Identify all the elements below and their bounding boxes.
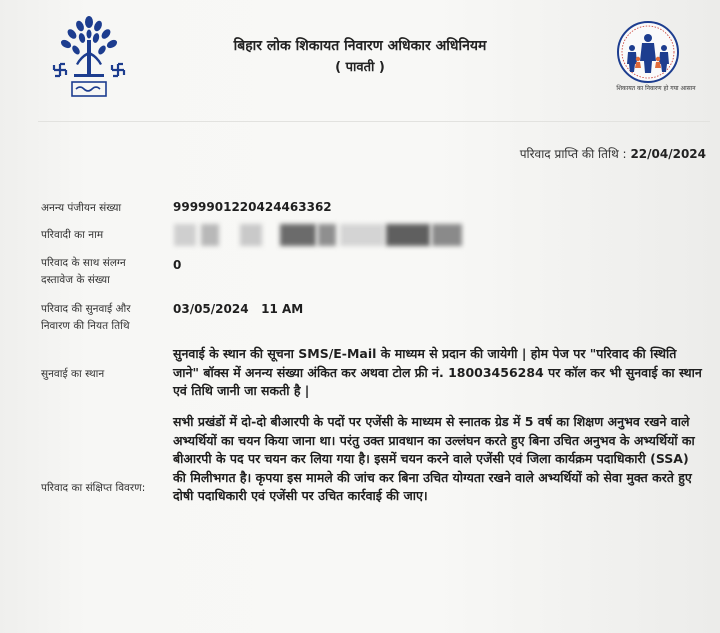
- complainant-label: परिवादी का नाम: [41, 229, 104, 241]
- registration-label: अनन्य पंजीयन संख्या: [41, 202, 122, 214]
- summary-text: सभी प्रखंडों में दो-दो बीआरपी के पदों पर एजेंसी के माध्यम से स्नातक ग्रेड में 5 वर्ष का शिक्षण अनुभव रखने वाले अभ्यर्थियों का चयन किया जाना था। परंतु उक्त प्रावधान का उल्लंघन करते हुए बिना उचित अनुभव के अभ्यर्थियों का बीआरपी के पद पर चयन कर लिया गया है। इसमें चयन करने वाले एजेंसी एवं जिला कार्यक्रम पदाधिकारी (SSA) की मिलीभगत है। कृपया इस मामले की जांच कर बिना उचित योग्यता रखने वाले अभ्यर्थियों को सेवा मुक्त करते हुए दोषी पदाधिकारी एवं एजेंसी पर उचित कार्रवाई की जाए।: [173, 414, 695, 504]
- header: [0, 0, 720, 110]
- venue-label: सुनवाई का स्थान: [41, 368, 105, 380]
- document-subtitle: ( पावती ): [335, 60, 385, 75]
- hearing-label: [41, 301, 131, 335]
- hearing-value: 03/05/2024 11 AM: [173, 302, 304, 316]
- document-title: बिहार लोक शिकायत निवारण अधिकार अधिनियम: [233, 38, 487, 54]
- hearing-label-line2: निवारण की नियत तिथि: [41, 320, 130, 332]
- receipt-date: [520, 145, 706, 162]
- documents-label: [41, 255, 126, 289]
- documents-value: 0: [173, 258, 182, 272]
- receipt-date-value: 22/04/2024: [630, 147, 706, 161]
- hearing-label-line1: परिवाद की सुनवाई और: [41, 303, 131, 315]
- bihar-emblem-logo: [52, 12, 126, 100]
- registration-value: 999990122042446336​2: [173, 200, 332, 214]
- documents-label-line2: दस्तावेज के संख्या: [41, 274, 110, 286]
- venue-text: सुनवाई के स्थान की सूचना SMS/E-Mail के माध्यम से प्रदान की जायेगी | होम पेज पर "परिवाद की स्थिति जाने" बॉक्स में अनन्य संख्या अंकित कर अथवा टोल फ्री नं. 18003456284 पर कॉल कर भी सुनवाई का स्थान एवं तिथि जानी जा सकती है |: [173, 346, 702, 399]
- receipt-date-label: परिवाद प्राप्ति की तिथि :: [519, 147, 627, 161]
- header-divider: [38, 121, 710, 122]
- summary-label: परिवाद का संक्षिप्त विवरण:: [41, 482, 146, 494]
- right-logo-caption: शिकायत का निवारण हो गया आसान: [616, 85, 696, 92]
- documents-label-line1: परिवाद के साथ संलग्न: [41, 257, 126, 269]
